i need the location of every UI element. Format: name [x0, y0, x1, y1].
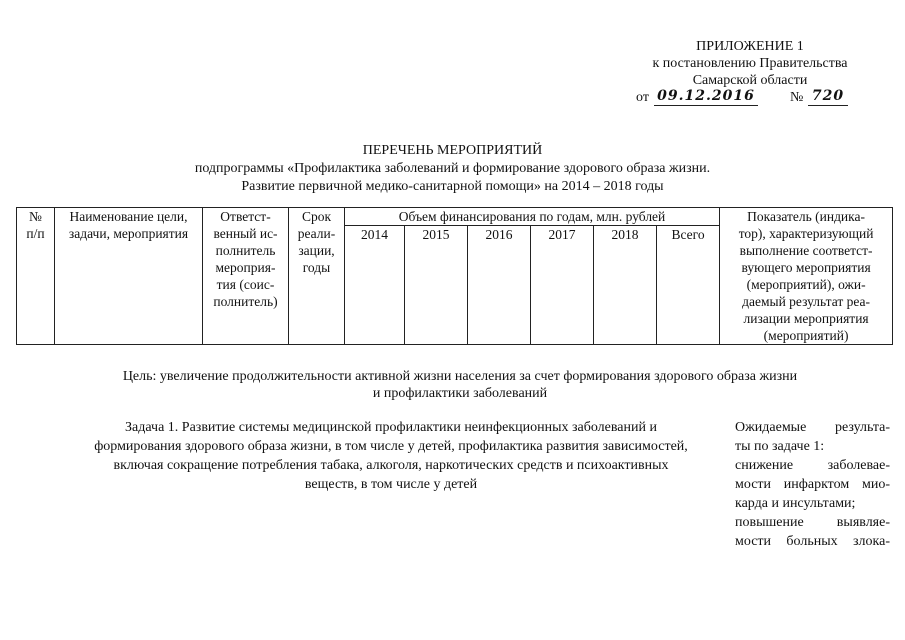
- attachment-date-row: [600, 89, 900, 107]
- year-header-2018: 2018: [594, 226, 657, 345]
- expected-line: ты по задаче 1:: [735, 439, 825, 454]
- year-header-2014: 2014: [345, 226, 405, 345]
- goal-text: [60, 368, 860, 402]
- expected-line: мости больных злока-: [735, 534, 890, 549]
- col-name-header: Наименование цели, задачи, мероприятия: [55, 208, 203, 345]
- goal-line2: и профилактики заболеваний: [372, 386, 548, 401]
- attachment-header: [600, 38, 900, 107]
- col-num-header: № п/п: [17, 208, 55, 345]
- attachment-line2: к постановлению Правительства: [652, 56, 848, 71]
- expected-line: снижение заболевае-: [735, 458, 890, 473]
- number-value: 720: [808, 88, 848, 106]
- expected-results: [735, 418, 890, 551]
- expected-line: повышение выявляе-: [735, 515, 890, 530]
- expected-line: карда и инсультами;: [735, 496, 856, 511]
- document-title: ПЕРЕЧЕНЬ МЕРОПРИЯТИЙ: [362, 143, 543, 158]
- attachment-line3: Самарской области: [692, 73, 808, 88]
- col-funding-header: Объем финансирования по годам, млн. рублей: [345, 208, 720, 226]
- goal-line1: Цель: увеличение продолжительности активной жизни населения за счет формирования здорового образа жизни: [122, 369, 798, 384]
- expected-line: Ожидаемые результа-: [735, 420, 890, 435]
- year-header-2015: 2015: [405, 226, 468, 345]
- date-prefix: от: [636, 90, 649, 105]
- col-indicator-header: Показатель (индика- тор), характеризующий выполнение соответст- вующего мероприятия (мероприятий), ожи- даемый результат реа- лизации мероприятия (мероприятий): [720, 208, 893, 345]
- document-subtitle-line1: подпрограммы «Профилактика заболеваний и формирование здорового образа жизни.: [194, 161, 711, 176]
- year-header-total: Всего: [657, 226, 720, 345]
- task1-line3: включая сокращение потребления табака, алкоголя, наркотических средств и психоактивных: [113, 458, 669, 473]
- year-header-2017: 2017: [531, 226, 594, 345]
- task1-text: [58, 418, 724, 494]
- task1-line4: веществ, в том числе у детей: [304, 477, 478, 492]
- document-subtitle-line2: Развитие первичной медико-санитарной помощи» на 2014 – 2018 годы: [241, 179, 664, 194]
- number-prefix: №: [790, 90, 804, 105]
- expected-line: мости инфарктом мио-: [735, 477, 890, 492]
- measures-table-header: [16, 207, 893, 345]
- col-term-header: Срок реали- зации, годы: [289, 208, 345, 345]
- year-header-2016: 2016: [468, 226, 531, 345]
- date-value: 09.12.2016: [654, 88, 758, 106]
- attachment-title: ПРИЛОЖЕНИЕ 1: [696, 39, 804, 54]
- task1-line1: Задача 1. Развитие системы медицинской профилактики неинфекционных заболеваний и: [125, 420, 657, 435]
- task1-line2: формирования здорового образа жизни, в том числе у детей, профилактика развития зависимостей,: [94, 439, 688, 454]
- col-responsible-header: Ответст- венный ис- полнитель мероприя- тия (соис- полнитель): [203, 208, 289, 345]
